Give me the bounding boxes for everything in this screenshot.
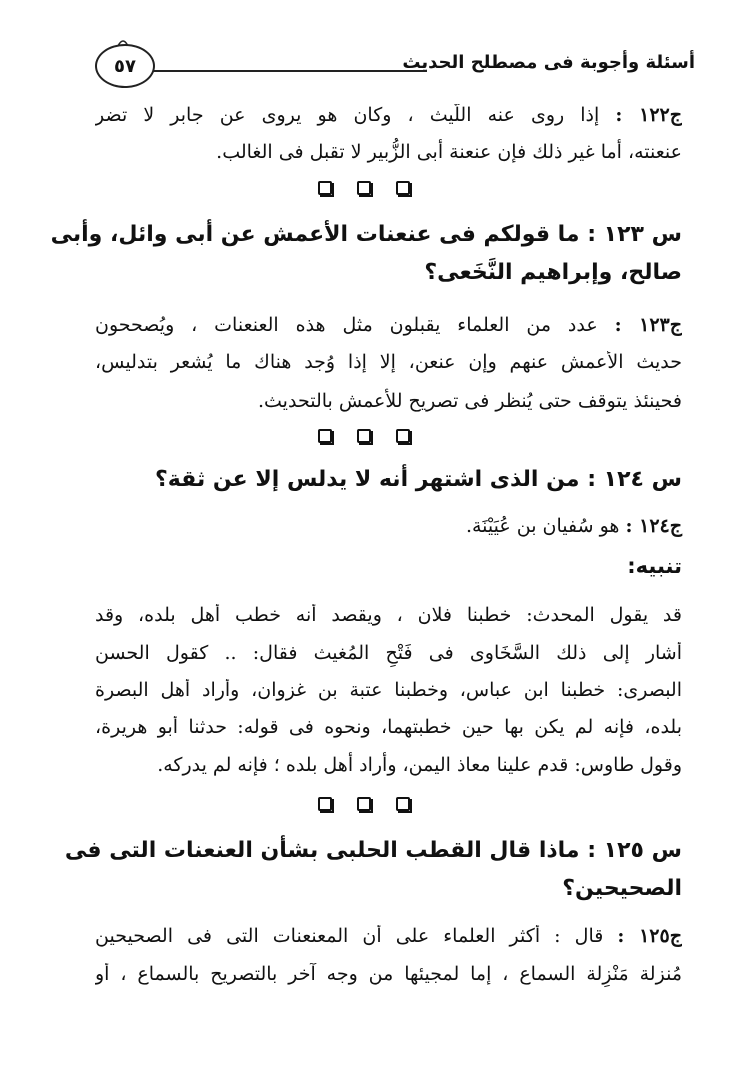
ornament-icon [117, 38, 129, 46]
page-number: ٥٧ [114, 55, 136, 77]
note-line-1: قد يقول المحدث: خطبنا فلان ، ويقصد أنه خطب أهل بلده، وقد [95, 604, 682, 626]
answer-124: ج١٢٤ : هو سُفيان بن عُيَيْنَة. [465, 515, 682, 537]
note-line-5: وقول طاوس: قدم علينا معاذ اليمن، وأراد أهل بلده ؛ فإنه لم يدركه. [157, 754, 682, 776]
square-ornament-icon [357, 181, 371, 195]
answer-label: ج١٢٤ : [625, 515, 682, 537]
square-ornament-icon [318, 181, 332, 195]
page-header [95, 42, 695, 86]
square-ornament-icon [357, 797, 371, 811]
note-line-4: بلده، فإنه لم يكن بها حين خطبتهما، ونحوه فى قوله: حدثنا أبو هريرة، [95, 716, 682, 738]
answer-label: ج١٢٥ : [617, 925, 682, 947]
square-ornament-icon [318, 797, 332, 811]
answer-label: ج١٢٣ : [614, 314, 682, 336]
note-line-2: أشار إلى ذلك السَّخَاوى فى فَتْحِ المُغيث فقال: .. كقول الحسن [95, 642, 682, 664]
square-ornament-icon [357, 429, 371, 443]
note-heading: تنبيه: [627, 554, 682, 578]
answer-125-line-1: ج١٢٥ : قال : أكثر العلماء على أن المعنعنات التى فى الصحيحين [95, 925, 682, 947]
section-divider [318, 429, 410, 447]
section-divider [318, 181, 410, 199]
square-ornament-icon [318, 429, 332, 443]
answer-123-line-1: ج١٢٣ : عدد من العلماء يقبلون مثل هذه العنعنات ، ويُصححون [95, 314, 682, 336]
question-123-line-2: صالح، وإبراهيم النَّخَعى؟ [424, 260, 682, 285]
question-125-line-2: الصحيحين؟ [562, 876, 682, 901]
question-125-line-1: س ١٢٥ : ماذا قال القطب الحلبى بشأن العنعنات التى فى [64, 838, 682, 863]
page-number-badge [95, 44, 155, 88]
answer-label: ج١٢٢ : [615, 104, 682, 126]
question-124: س ١٢٤ : من الذى اشتهر أنه لا يدلس إلا عن ثقة؟ [155, 467, 682, 492]
answer-123-line-3: فحينئذ يتوقف حتى يُنظر فى تصريح للأعمش بالتحديث. [257, 390, 682, 412]
answer-123-line-2: حديث الأعمش عنهم وإن عنعن، إلا إذا وُجد هناك ما يُشعر بتدليس، [95, 351, 682, 373]
square-ornament-icon [396, 797, 410, 811]
note-line-3: البصرى: خطبنا ابن عباس، وخطبنا عتبة بن غزوان، وأراد أهل البصرة [95, 679, 682, 701]
running-title: أسئلة وأجوبة فى مصطلح الحديث [402, 52, 695, 73]
square-ornament-icon [396, 181, 410, 195]
header-rule [153, 70, 427, 72]
answer-122-line-2: عنعنته، أما غير ذلك فإن عنعنة أبى الزُّبير لا تقبل فى الغالب. [216, 141, 682, 163]
answer-122-line-1: ج١٢٢ : إذا روى عنه اللَّيث ، وكان هو يروى عن جابر لا تضر [95, 104, 682, 126]
answer-125-line-2: مُنزلة مَنْزِلة السماع ، إما لمجيئها من وجه آخر بالتصريح بالسماع ، أو [95, 963, 682, 985]
question-123-line-1: س ١٢٣ : ما قولكم فى عنعنات الأعمش عن أبى وائل، وأبى [50, 222, 682, 247]
square-ornament-icon [396, 429, 410, 443]
section-divider [318, 797, 410, 815]
